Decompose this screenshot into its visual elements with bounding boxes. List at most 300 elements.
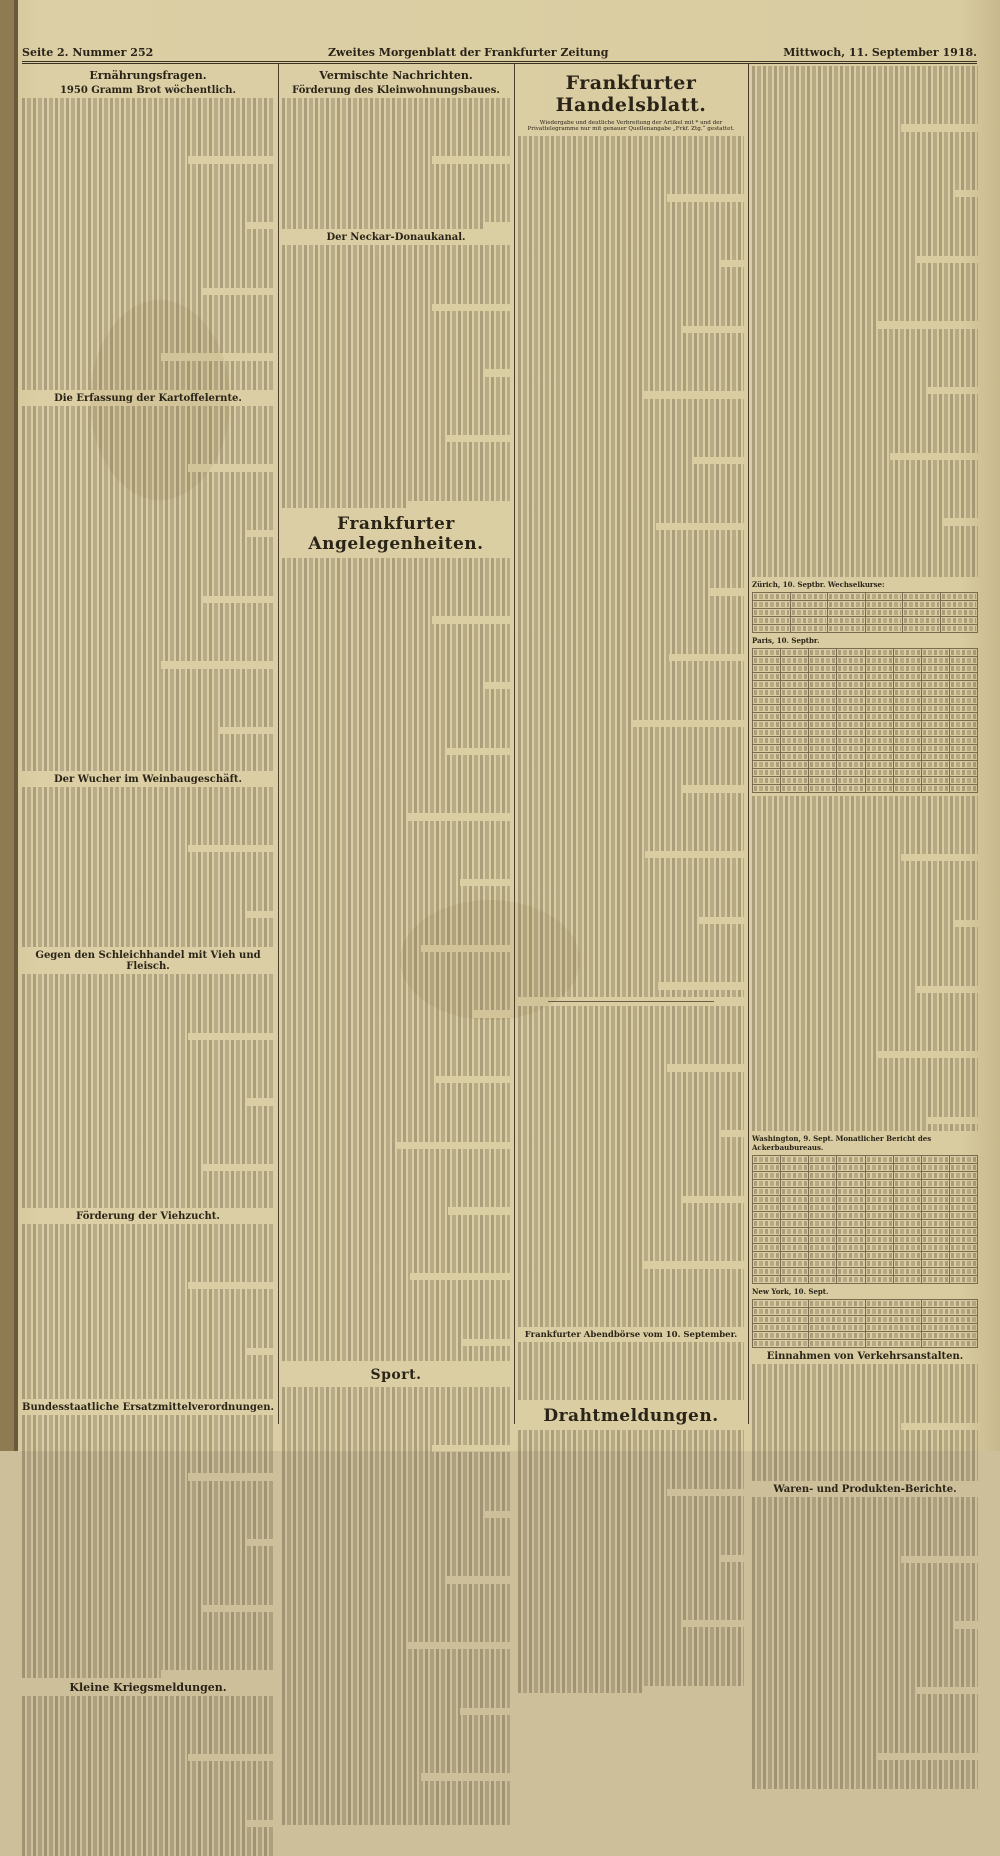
text-line <box>518 1254 744 1261</box>
text-line <box>22 1186 274 1193</box>
table-cell <box>781 752 809 760</box>
text-line <box>518 464 744 471</box>
table-cell <box>837 1188 865 1196</box>
text-line <box>282 1752 510 1759</box>
text-line <box>282 1171 510 1178</box>
text-line <box>22 1333 274 1340</box>
text-line <box>518 1460 744 1467</box>
table-cell <box>753 776 781 784</box>
text-line <box>752 1636 978 1643</box>
article-heading: Förderung der Viehzucht. <box>76 1210 220 1222</box>
text-line <box>282 253 510 260</box>
text-line <box>22 1040 274 1047</box>
table-cell <box>893 688 921 696</box>
table-cell <box>949 1212 977 1220</box>
table-cell <box>865 712 893 720</box>
table-cell <box>809 648 837 656</box>
column-divider <box>514 64 515 1424</box>
table-cell <box>949 1260 977 1268</box>
table-title: Zürich, 10. Septbr. Wechselkurse: <box>752 579 885 589</box>
text-line <box>752 555 978 562</box>
text-line <box>518 1606 744 1613</box>
text-line <box>752 825 978 832</box>
text-line <box>22 823 274 830</box>
text-line <box>22 911 246 918</box>
text-line <box>518 552 744 559</box>
text-line <box>518 224 744 231</box>
text-line <box>282 595 510 602</box>
text-line <box>282 1295 510 1302</box>
text-line <box>22 1717 274 1724</box>
article-subheading: 1950 Gramm Brot wöchentlich. <box>59 85 237 96</box>
text-line <box>282 974 510 981</box>
masthead-rule-2 <box>22 63 977 64</box>
table-cell <box>753 1188 781 1196</box>
text-line <box>22 193 274 200</box>
text-line <box>752 73 978 80</box>
text-line <box>752 1541 978 1548</box>
table-cell <box>893 672 921 680</box>
text-line <box>282 923 510 930</box>
text-line <box>518 1533 744 1540</box>
text-line <box>752 278 978 285</box>
text-line <box>518 267 744 274</box>
text-line <box>282 733 510 740</box>
text-line <box>22 712 274 719</box>
text-line <box>752 942 978 949</box>
text-line <box>282 1215 510 1222</box>
text-line <box>22 974 274 981</box>
text-line <box>518 815 744 822</box>
table-cell <box>949 1196 977 1204</box>
text-line <box>282 558 510 565</box>
text-line <box>752 1658 978 1665</box>
text-line <box>752 1774 978 1781</box>
text-line <box>282 835 510 842</box>
text-line <box>22 559 274 566</box>
text-line <box>518 866 744 873</box>
table-cell <box>865 1260 893 1268</box>
text-line <box>518 362 744 369</box>
text-line <box>752 1364 978 1371</box>
text-line <box>282 580 510 587</box>
table-cell <box>837 1212 865 1220</box>
text-line <box>282 1460 510 1467</box>
text-line <box>752 183 978 190</box>
text-line <box>22 705 274 712</box>
text-line <box>518 1452 744 1459</box>
text-line <box>22 1546 274 1553</box>
text-line <box>282 697 510 704</box>
text-line <box>518 1057 744 1064</box>
text-line <box>282 719 510 726</box>
crop-table <box>752 1155 978 1284</box>
text-line <box>22 486 274 493</box>
text-line <box>752 416 978 423</box>
text-line <box>518 1247 744 1254</box>
text-line <box>518 275 744 282</box>
text-line <box>282 1562 510 1569</box>
table-cell <box>949 704 977 712</box>
text-line <box>518 610 744 617</box>
text-line <box>22 1282 188 1289</box>
table-cell <box>753 728 781 736</box>
text-line <box>752 1095 978 1102</box>
text-line <box>752 285 978 292</box>
text-line <box>22 925 274 932</box>
text-line <box>752 1607 978 1614</box>
text-line <box>282 857 510 864</box>
text-line <box>752 139 978 146</box>
text-line <box>518 669 744 676</box>
article-heading: Bundesstaatliche Ersatzmittelverordnungen. <box>22 1401 274 1413</box>
text-line <box>518 1613 744 1620</box>
text-line <box>282 1098 510 1105</box>
text-line <box>282 149 510 156</box>
table-cell <box>753 768 781 776</box>
table-cell <box>781 776 809 784</box>
text-line <box>282 777 510 784</box>
text-line <box>518 1511 744 1518</box>
text-line <box>282 1737 510 1744</box>
table-cell <box>949 680 977 688</box>
text-line <box>282 1569 510 1576</box>
text-line <box>282 1259 510 1266</box>
text-line <box>22 332 274 339</box>
table-cell <box>893 1276 921 1284</box>
table-cell <box>893 656 921 664</box>
table-cell <box>837 688 865 696</box>
text-line <box>518 523 656 530</box>
table-cell <box>893 704 921 712</box>
table-cell <box>809 672 837 680</box>
text-line <box>518 1540 744 1547</box>
text-line <box>752 1643 978 1650</box>
table-cell <box>949 664 977 672</box>
table-cell <box>921 1340 977 1348</box>
table-cell <box>865 1332 921 1340</box>
table-cell <box>781 760 809 768</box>
text-line <box>282 142 510 149</box>
text-line <box>22 1605 203 1612</box>
text-line <box>282 289 510 296</box>
table-cell <box>921 760 949 768</box>
table-cell <box>837 656 865 664</box>
text-line <box>518 1430 744 1437</box>
table-cell <box>809 656 837 664</box>
text-line <box>518 603 744 610</box>
table-cell <box>837 736 865 744</box>
text-line <box>22 156 188 163</box>
text-line <box>22 1127 274 1134</box>
text-line <box>22 720 274 727</box>
table-cell <box>865 1276 893 1284</box>
text-line <box>518 355 744 362</box>
table-cell <box>753 784 781 792</box>
table-cell <box>753 648 781 656</box>
text-line <box>22 229 274 236</box>
table-cell <box>837 752 865 760</box>
text-line <box>22 1524 274 1531</box>
text-line <box>282 1178 510 1185</box>
table-cell <box>921 1188 949 1196</box>
table-cell <box>781 1180 809 1188</box>
text-line <box>282 602 510 609</box>
text-line <box>22 457 274 464</box>
table-cell <box>809 1252 837 1260</box>
table-cell <box>865 624 903 632</box>
text-line <box>22 545 274 552</box>
text-line <box>518 676 744 683</box>
table-cell <box>921 704 949 712</box>
table-cell <box>893 1204 921 1212</box>
text-line <box>518 581 744 588</box>
text-line <box>22 171 274 178</box>
text-line <box>752 1423 901 1430</box>
table-cell <box>921 752 949 760</box>
text-line <box>518 712 744 719</box>
text-line <box>282 1642 407 1649</box>
column-divider <box>748 64 749 1424</box>
text-line <box>22 222 246 229</box>
article-heading: Gegen den Schleichhandel mit Vieh und Fleisch. <box>35 950 261 973</box>
text-line <box>22 1319 274 1326</box>
text-line <box>752 854 901 861</box>
text-line <box>282 222 485 229</box>
text-line <box>282 565 510 572</box>
text-line <box>752 270 978 277</box>
table-cell <box>753 1164 781 1172</box>
text-line <box>22 1776 274 1783</box>
text-line <box>752 569 978 576</box>
text-line <box>752 548 978 555</box>
text-line <box>22 1142 274 1149</box>
text-line <box>518 1357 744 1364</box>
text-line <box>282 748 446 755</box>
table-cell <box>893 1196 921 1204</box>
text-line <box>752 526 978 533</box>
text-line <box>752 1702 978 1709</box>
text-line <box>22 734 274 741</box>
text-line <box>518 318 744 325</box>
table-cell <box>753 1204 781 1212</box>
table-cell <box>790 624 828 632</box>
table-cell <box>753 1156 781 1164</box>
table-cell <box>893 1220 921 1228</box>
article-body <box>22 1224 274 1399</box>
text-line <box>282 207 510 214</box>
table-cell <box>893 1188 921 1196</box>
text-line <box>282 850 510 857</box>
text-line <box>22 1224 274 1231</box>
table-cell <box>781 768 809 776</box>
table-cell <box>781 1156 809 1164</box>
article-body <box>22 787 274 948</box>
table-cell <box>753 1228 781 1236</box>
text-line <box>518 1679 744 1686</box>
table-cell <box>865 672 893 680</box>
text-line <box>22 442 274 449</box>
table-cell <box>809 744 837 752</box>
table-cell <box>865 776 893 784</box>
text-line <box>752 1556 901 1563</box>
text-line <box>752 956 978 963</box>
text-line <box>282 406 510 413</box>
article-body <box>22 98 274 390</box>
text-line <box>282 178 510 185</box>
text-line <box>282 479 510 486</box>
text-line <box>282 573 510 580</box>
text-line <box>518 406 744 413</box>
text-line <box>282 1076 435 1083</box>
text-line <box>22 763 274 770</box>
table-cell <box>903 600 941 608</box>
text-line <box>282 675 510 682</box>
text-line <box>282 1251 510 1258</box>
paris-table <box>752 648 978 793</box>
text-line <box>752 292 978 299</box>
text-line <box>518 1591 744 1598</box>
text-line <box>282 959 510 966</box>
text-line <box>518 968 744 975</box>
text-line <box>752 1709 978 1716</box>
article-subheading: Förderung des Kleinwohnungsbaues. <box>292 85 500 96</box>
table-cell <box>893 1268 921 1276</box>
text-line <box>22 200 274 207</box>
text-line <box>22 940 274 947</box>
text-line <box>752 314 978 321</box>
table-cell <box>753 600 791 608</box>
text-line <box>282 1445 432 1452</box>
masthead-left: Seite 2. Nummer 252 <box>22 45 154 59</box>
table-cell <box>753 696 781 704</box>
text-line <box>282 631 510 638</box>
text-line <box>22 566 274 573</box>
text-line <box>518 1664 744 1671</box>
text-line <box>22 1703 274 1710</box>
text-line <box>518 1240 744 1247</box>
table-cell <box>837 1260 865 1268</box>
text-line <box>282 646 510 653</box>
text-line <box>518 807 744 814</box>
text-line <box>518 1101 744 1108</box>
table-cell <box>903 616 941 624</box>
text-line <box>518 289 744 296</box>
text-line <box>282 1339 462 1346</box>
table-cell <box>753 736 781 744</box>
text-line <box>518 946 744 953</box>
text-line <box>518 1203 744 1210</box>
text-line <box>22 831 274 838</box>
table-cell <box>809 752 837 760</box>
text-line <box>22 787 274 794</box>
text-line <box>22 727 219 734</box>
text-line <box>518 1021 744 1028</box>
text-line <box>22 1790 274 1797</box>
table-cell <box>893 712 921 720</box>
text-line <box>22 1341 274 1348</box>
table-cell <box>940 624 978 632</box>
text-line <box>518 253 744 260</box>
table-cell <box>753 672 781 680</box>
text-line <box>752 1474 978 1481</box>
text-line <box>518 1349 744 1356</box>
text-line <box>752 482 978 489</box>
text-line <box>518 1642 744 1649</box>
table-cell <box>781 1172 809 1180</box>
table-cell <box>893 784 921 792</box>
table-cell <box>921 688 949 696</box>
table-cell <box>865 752 893 760</box>
text-line <box>752 511 978 518</box>
text-line <box>22 1384 274 1391</box>
text-line <box>282 355 510 362</box>
text-line <box>282 1302 510 1309</box>
article-heading: Frankfurter Abendbörse vom 10. September. <box>524 1330 738 1341</box>
text-line <box>752 832 978 839</box>
text-line <box>752 1452 978 1459</box>
text-line <box>752 132 978 139</box>
table-cell <box>753 1236 781 1244</box>
text-line <box>282 952 510 959</box>
text-line <box>282 937 510 944</box>
text-line <box>282 420 510 427</box>
table-cell <box>921 784 949 792</box>
text-line <box>282 1482 510 1489</box>
text-line <box>282 442 510 449</box>
text-line <box>282 1266 510 1273</box>
table-cell <box>837 744 865 752</box>
text-line <box>22 1670 161 1677</box>
text-line <box>22 1231 274 1238</box>
text-line <box>22 317 274 324</box>
text-line <box>282 399 510 406</box>
text-line <box>752 102 978 109</box>
table-cell <box>893 720 921 728</box>
text-line <box>752 1467 978 1474</box>
text-line <box>518 136 744 143</box>
table-cell <box>781 1236 809 1244</box>
table-cell <box>753 744 781 752</box>
table-cell <box>949 1268 977 1276</box>
text-line <box>22 1710 274 1717</box>
article-heading: Waren- und Produkten-Berichte. <box>773 1484 957 1496</box>
text-line <box>282 770 510 777</box>
text-line <box>518 734 744 741</box>
text-line <box>282 1142 396 1149</box>
article-body <box>518 136 744 997</box>
table-cell <box>865 1324 921 1332</box>
table-cell <box>893 768 921 776</box>
text-line <box>752 1694 978 1701</box>
text-line <box>752 336 978 343</box>
text-line <box>518 333 744 340</box>
article-heading: Ernährungsfragen. <box>89 69 207 82</box>
table-cell <box>781 1268 809 1276</box>
text-line <box>22 508 274 515</box>
table-cell <box>837 1276 865 1284</box>
table-cell <box>781 1164 809 1172</box>
text-line <box>282 464 510 471</box>
table-cell <box>837 1252 865 1260</box>
article-body <box>22 974 274 1208</box>
table-cell <box>781 744 809 752</box>
text-line <box>22 113 274 120</box>
table-cell <box>921 1244 949 1252</box>
text-line <box>518 1043 744 1050</box>
text-line <box>752 964 978 971</box>
table-cell <box>921 744 949 752</box>
